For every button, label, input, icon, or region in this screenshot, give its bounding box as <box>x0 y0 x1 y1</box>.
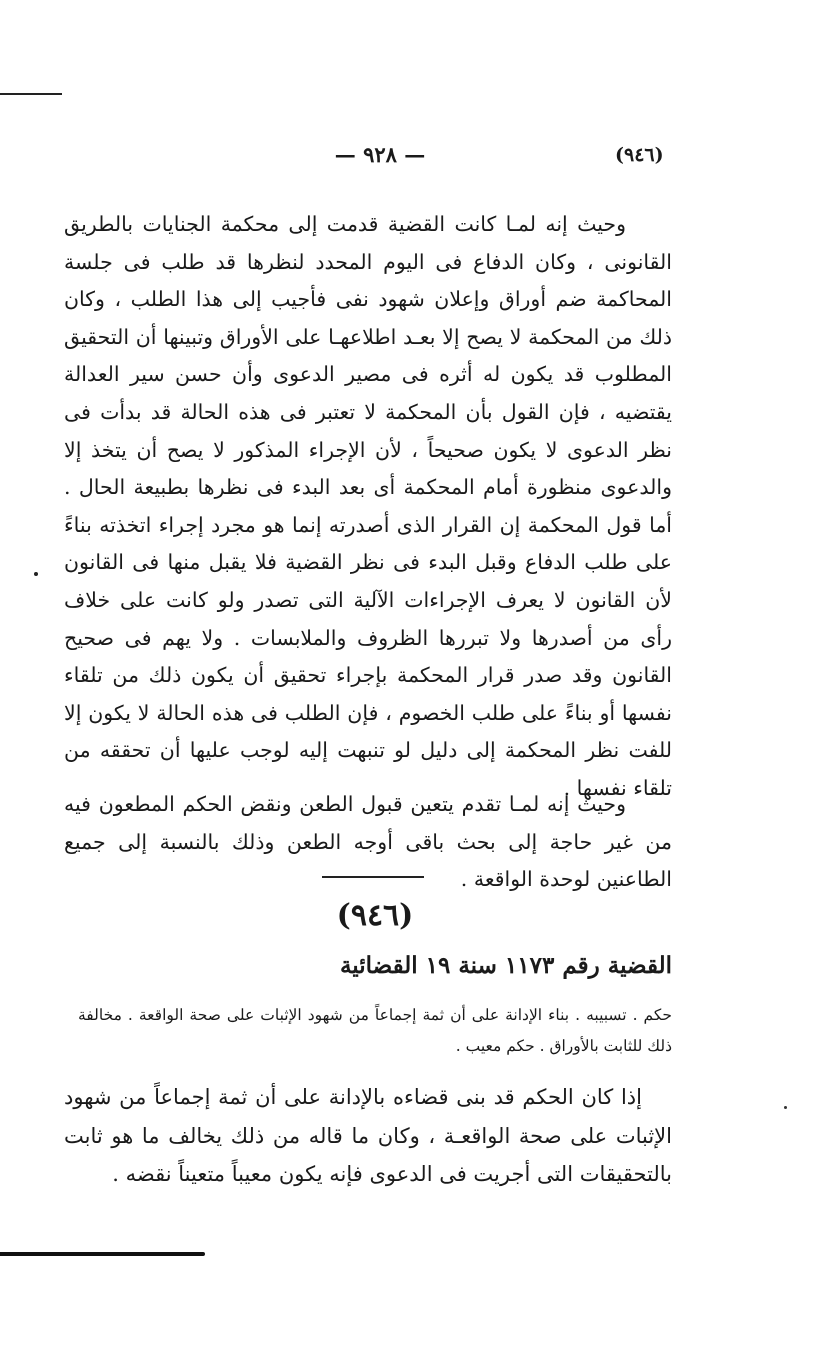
body-paragraph: وحيث إنه لمـا تقدم يتعين قبول الطعن ونقض الحكم المطعون فيه من غير حاجة إلى بحث باقى أوجه الطعن وذلك بالنسبة إلى جميع الطاعنين لوحدة الواقعة . <box>64 792 672 892</box>
scan-edge-mark <box>0 1252 205 1256</box>
case-number-heading: (٩٤٦) <box>336 898 414 933</box>
case-summary: حكم . تسبيبه . بناء الإدانة على أن ثمة إجماعاً من شهود الإثبات على صحة الواقعة . مخالفة ذلك للثابت بالأوراق . حكم معيب . <box>78 1006 672 1055</box>
section-divider <box>322 876 424 878</box>
case-title: القضية رقم ١١٧٣ سنة ١٩ القضائية <box>339 952 672 979</box>
running-case-reference: (٩٤٦) <box>615 144 664 166</box>
page-number: — ٩٢٨ — <box>334 142 426 167</box>
scan-edge-mark <box>0 93 62 95</box>
page-header <box>70 142 670 176</box>
scan-speck <box>784 1106 787 1109</box>
scan-speck <box>34 572 38 576</box>
case-holding: إذا كان الحكم قد بنى قضاءه بالإدانة على أن ثمة إجماعاً من شهود الإثبات على صحة الواقعـة ، وكان ما قاله من ذلك يخالف ما هو ثابت بالتحقيقات التى أجريت فى الدعوى فإنه يكون معيباً متعيناً نقضه . <box>64 1085 672 1186</box>
body-paragraph: وحيث إنه لمـا كانت القضية قدمت إلى محكمة الجنايات بالطريق القانونى ، وكان الدفاع فى اليوم المحدد لنظرها قد طلب فى جلسة المحاكمة ضم أوراق وإعلان شهود نفى فأجيب إلى هذا الطلب ، وكان ذلك من المحكمة لا يصح إلا بعـد اطلاعهـا على الأوراق وتبينها أن التحقيق المطلوب قد يكون له أثره فى مصير الدعوى وأن حسن سير العدالة يقتضيه ، فإن القول بأن المحكمة لا تعتبر فى هذه الحالة قد بدأت فى نظر الدعوى لا يكون صحيحاً ، لأن الإجراء المذكور لا يصح أن يتخذ إلا والدعوى منظورة أمام المحكمة أى بعد البدء فى نظرها بطبيعة الحال . أما قول المحكمة إن القرار الذى أصدرته إنما هو مجرد إجراء اتخذته بناءً على طلب الدفاع وقبل البدء فى نظر القضية فلا يقبل منها فى القانون لأن القانون لا يعرف الإجراءات الآلية التى تصدر ولو كانت على خلاف رأى من أصدرها ولا تبررها الظروف والملابسات . ولا يهم فى صحيح القانون وقد صدر قرار المحكمة بإجراء تحقيق أن يكون ذلك من تلقاء نفسها أو بناءً على طلب الخصوم ، فإن الطلب فى هذه الحالة لا يكون إلا للفت نظر المحكمة إلى دليل لو تنبهت إليه لوجب عليها أن تحققه من تلقاء نفسها . <box>64 212 672 800</box>
